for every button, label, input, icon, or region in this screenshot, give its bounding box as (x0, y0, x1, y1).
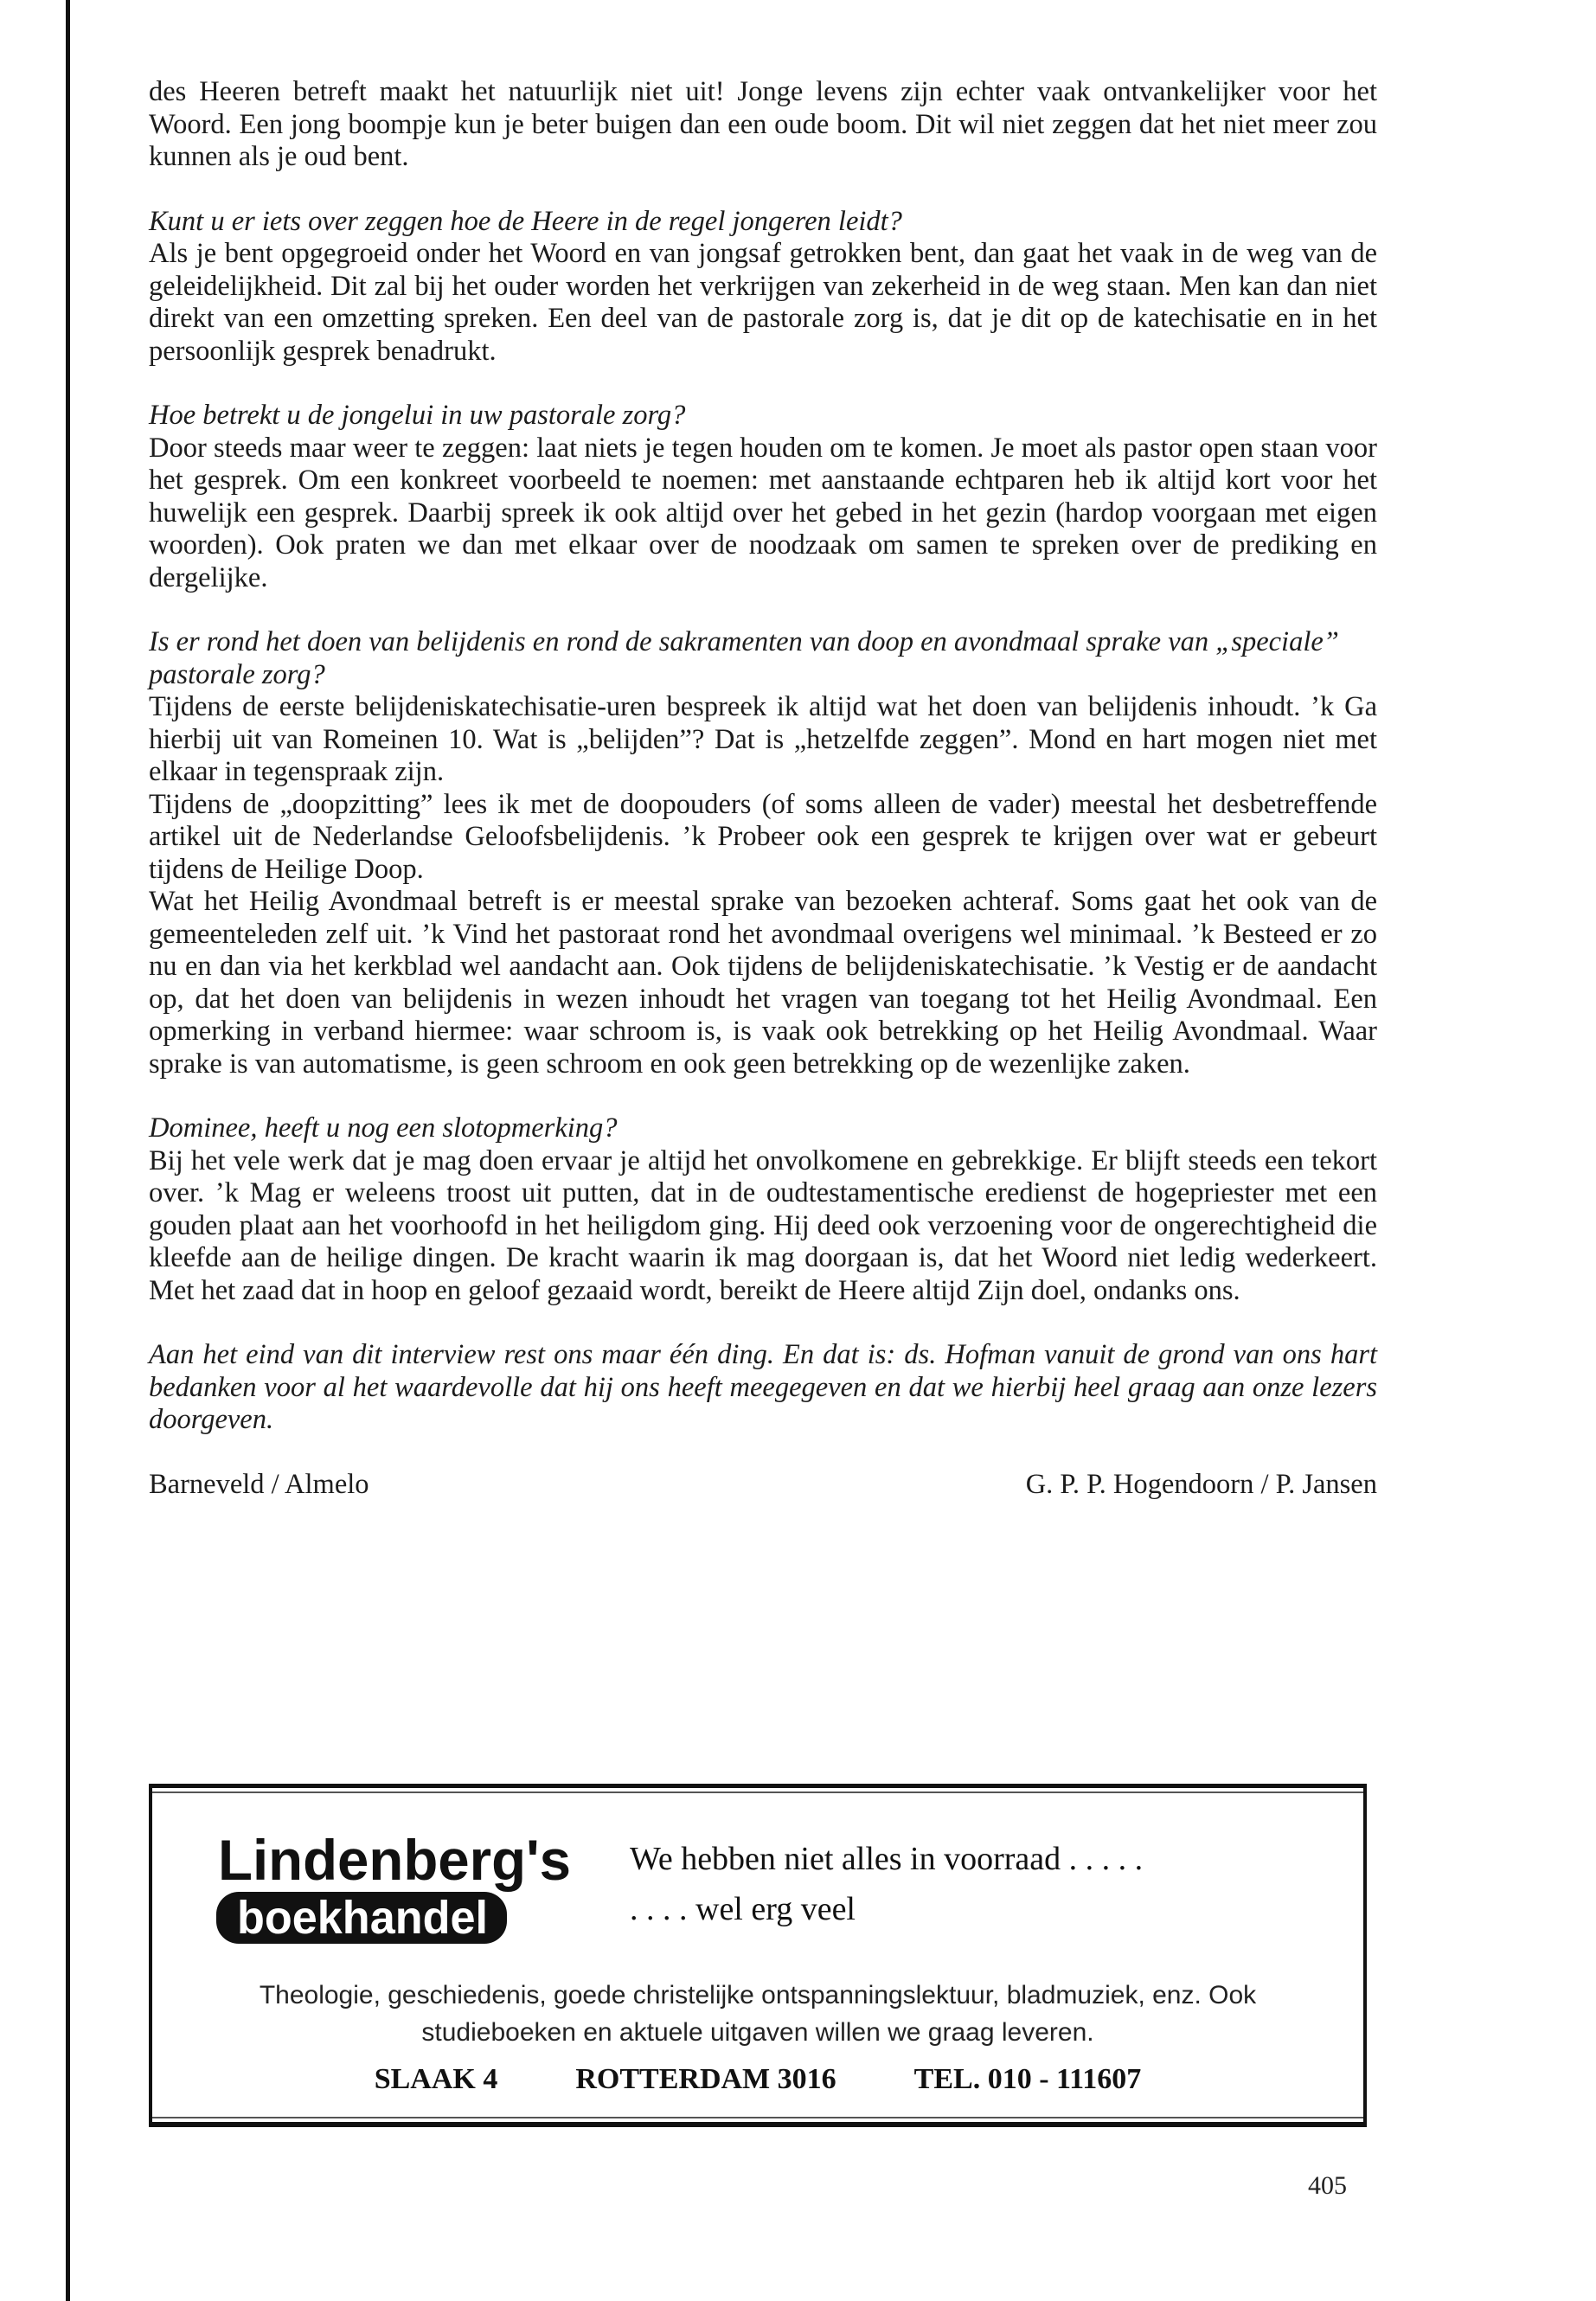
paragraph-intro: des Heeren betreft maakt het natuurlijk niet uit! Jonge levens zijn echter vaak ontvankelijker voor het Woord. Een jong boompje kun je beter buigen dan een oude boom. Dit wil niet zeggen dat het niet meer zou kunnen als je oud bent. (149, 76, 1377, 172)
question-4: Dominee, heeft u nog een slotopmerking? (149, 1112, 618, 1144)
signature (149, 1469, 1377, 1502)
question-3: Is er rond het doen van belijdenis en rond de sakramenten van doop en avondmaal sprake van „speciale” pastorale zorg? (149, 626, 1339, 690)
ad-city: ROTTERDAM 3016 (575, 2063, 836, 2095)
logo-wordmark-top: Lindenberg's (218, 1828, 571, 1892)
answer-4: Bij het vele werk dat je mag doen ervaar je altijd het onvolkomene en gebrekkige. Er blijft steeds een tekort over. ’k Mag er weleens troost uit putten, dat in de oudtestamentische eredienst de hogepriester met een gouden plaat aan het voorhoofd in het heiligdom ging. Hij deed ook verzoening voor de ongerechtigheid die kleefde aan de heilige dingen. De kracht waarin ik mag doorgaan is, dat het Woord niet ledig wederkeert. Met het zaad dat in hoop en geloof gezaaid wordt, bereikt de Heere altijd Zijn doel, ondanks ons. (149, 1144, 1377, 1306)
closing-remark: Aan het eind van dit interview rest ons maar één ding. En dat is: ds. Hofman vanuit de grond van ons hart bedanken voor al het waardevolle dat hij ons heeft meegegeven en dat we hierbij heel graag aan onze lezers doorgeven. (149, 1339, 1377, 1435)
ad-phone: TEL. 010 - 111607 (913, 2063, 1142, 2095)
signature-authors: G. P. P. Hogendoorn / P. Jansen (1025, 1468, 1377, 1500)
question-2: Hoe betrekt u de jongelui in uw pastorale zorg? (149, 400, 686, 431)
question-1: Kunt u er iets over zeggen hoe de Heere in de regel jongeren leidt? (149, 205, 902, 237)
signature-places: Barneveld / Almelo (149, 1468, 369, 1500)
slogan-line-2: . . . . wel erg veel (630, 1891, 856, 1927)
logo-wordmark-bottom: boekhandel (237, 1892, 488, 1944)
slogan-line-1: We hebben niet alles in voorraad . . . . . (630, 1841, 1144, 1877)
answer-2: Door steeds maar weer te zeggen: laat niets je tegen houden om te komen. Je moet als pastor open staan voor het gesprek. Om een konkreet voorbeeld te noemen: met aanstaande echtparen heb ik altijd kort voor het huwelijk een gesprek. Daarbij spreek ik ook altijd over het gebed in het gezin (hardop voorgaan met eigen woorden). Ook praten we dan met elkaar over de noodzaak om samen te spreken over de prediking en dergelijke. (149, 432, 1377, 593)
ad-inner-top-rule (152, 1791, 1363, 1793)
answer-3c: Wat het Heilig Avondmaal betreft is er meestal sprake van bezoeken achteraf. Soms gaat het ook van de gemeenteleden zelf uit. ’k Vind het pastoraat rond het avondmaal overigens wel minimaal. ’k Besteed er zo nu en dan via het kerkblad wel aandacht aan. Ook tijdens de belijdeniskatechisatie. ’k Vestig er de aandacht op, dat het doen van belijdenis in wezen inhoudt het vragen van toegang tot het Heilig Avondmaal. Een opmerking in verband hiermee: waar schroom is, is vaak ook betrekking op het Heilig Avondmaal. Waar sprake is van automatisme, is geen schroom en ook geen betrekking op de wezenlijke zaken. (149, 886, 1377, 1080)
ad-description: Theologie, geschiedenis, goede christelijke ontspanningslektuur, bladmuziek, enz. Ook studieboeken en aktuele uitgaven willen we graag leveren. (259, 1981, 1257, 2047)
ad-inner-bottom-rule (152, 2117, 1363, 2118)
lindenbergs-boekhandel-logo (213, 1824, 576, 1947)
ad-street: SLAAK 4 (374, 2063, 498, 2095)
page-number: 405 (1308, 2171, 1347, 2200)
article-body (149, 76, 1377, 1501)
ad-contact-line (152, 2063, 1363, 2096)
binding-edge-rule (66, 0, 70, 2301)
answer-1: Als je bent opgegroeid onder het Woord en van jongsaf getrokken bent, dan gaat het vaak in de weg van de geleidelijkheid. Dit zal bij het ouder worden het verkrijgen van zekerheid in de weg staan. Men kan dan niet direkt van een omzetting spreken. Een deel van de pastorale zorg is, dat je dit op de katechisatie en in het persoonlijk gesprek benadrukt. (149, 238, 1377, 367)
bookshop-advertisement (149, 1784, 1367, 2127)
answer-3b: Tijdens de „doopzitting” lees ik met de doopouders (of soms alleen de vader) meestal het desbetreffende artikel uit de Nederlandse Geloofsbelijdenis. ’k Probeer ook een gesprek te krijgen over wat er gebeurt tijdens de Heilige Doop. (149, 788, 1377, 885)
answer-3a: Tijdens de eerste belijdeniskatechisatie-uren bespreek ik altijd wat het doen van belijdenis inhoudt. ’k Ga hierbij uit van Romeinen 10. Wat is „belijden”? Dat is „hetzelfde zeggen”. Mond en hart mogen niet met elkaar in tegenspraak zijn. (149, 691, 1377, 787)
